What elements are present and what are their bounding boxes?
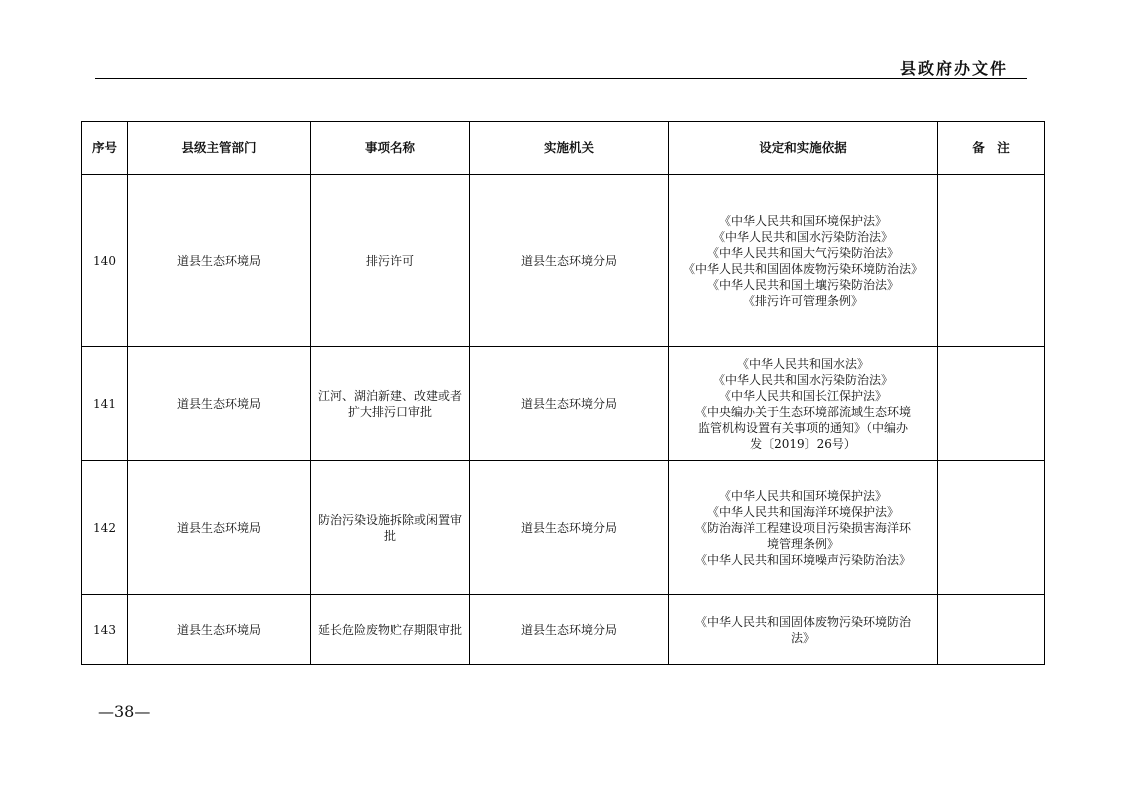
column-header-no: 序号 — [82, 122, 128, 175]
basis-line: 《中华人民共和国水污染防治法》 — [712, 229, 893, 244]
row-number: 142 — [82, 461, 128, 595]
basis-line: 《中华人民共和国环境保护法》 — [718, 213, 887, 228]
row-basis — [669, 175, 938, 347]
row-agency: 道县生态环境分局 — [470, 347, 669, 461]
column-header-dept: 县级主管部门 — [128, 122, 311, 175]
row-number: 143 — [82, 595, 128, 665]
row-agency: 道县生态环境分局 — [470, 175, 669, 347]
row-note — [938, 595, 1045, 665]
row-basis — [669, 461, 938, 595]
row-dept: 道县生态环境局 — [128, 347, 311, 461]
document-header-title: 县政府办文件 — [900, 59, 1009, 78]
row-note — [938, 347, 1045, 461]
row-basis — [669, 595, 938, 665]
column-header-basis: 设定和实施依据 — [669, 122, 938, 175]
row-agency: 道县生态环境分局 — [470, 595, 669, 665]
basis-line: 《排污许可管理条例》 — [742, 293, 863, 308]
row-dept: 道县生态环境局 — [128, 175, 311, 347]
table-row — [82, 461, 1045, 595]
basis-line: 《中华人民共和国环境噪声污染防治法》 — [694, 552, 911, 567]
row-agency: 道县生态环境分局 — [470, 461, 669, 595]
table-row — [82, 595, 1045, 665]
basis-line: 《中华人民共和国土壤污染防治法》 — [706, 277, 899, 292]
basis-line: 《中华人民共和国水污染防治法》 — [712, 372, 893, 387]
header-rule — [95, 78, 1027, 79]
basis-line: 《中华人民共和国水法》 — [736, 356, 869, 371]
basis-line: 发〔2019〕26号） — [750, 436, 856, 451]
basis-line: 《防治海洋工程建设项目污染损害海洋环 — [694, 520, 911, 535]
table-row — [82, 347, 1045, 461]
row-item: 延长危险废物贮存期限审批 — [311, 595, 470, 665]
basis-line: 境管理条例》 — [766, 536, 839, 551]
column-header-agency: 实施机关 — [470, 122, 669, 175]
row-item: 防治污染设施拆除或闲置审批 — [311, 461, 470, 595]
row-number: 141 — [82, 347, 128, 461]
basis-line: 《中华人民共和国大气污染防治法》 — [706, 245, 899, 260]
basis-line: 《中华人民共和国长江保护法》 — [718, 388, 887, 403]
row-dept: 道县生态环境局 — [128, 595, 311, 665]
table-row — [82, 175, 1045, 347]
row-basis — [669, 347, 938, 461]
row-dept: 道县生态环境局 — [128, 461, 311, 595]
basis-line: 《中华人民共和国海洋环境保护法》 — [706, 504, 899, 519]
row-note — [938, 461, 1045, 595]
table-header-row — [82, 122, 1045, 175]
column-header-item: 事项名称 — [311, 122, 470, 175]
row-number: 140 — [82, 175, 128, 347]
column-header-note: 备 注 — [938, 122, 1045, 175]
basis-line: 《中华人民共和国固体废物污染环境防治 — [694, 614, 911, 629]
items-table — [81, 121, 1045, 665]
basis-line: 法》 — [790, 630, 815, 645]
basis-line: 《中华人民共和国环境保护法》 — [718, 488, 887, 503]
page-number: —38— — [98, 702, 151, 721]
basis-line: 《中央编办关于生态环境部流域生态环境 — [694, 404, 911, 419]
basis-line: 《中华人民共和国固体废物污染环境防治法》 — [682, 261, 923, 276]
row-item: 江河、湖泊新建、改建或者扩大排污口审批 — [311, 347, 470, 461]
row-note — [938, 175, 1045, 347]
basis-line: 监管机构设置有关事项的通知》（中编办 — [697, 420, 908, 435]
row-item: 排污许可 — [311, 175, 470, 347]
